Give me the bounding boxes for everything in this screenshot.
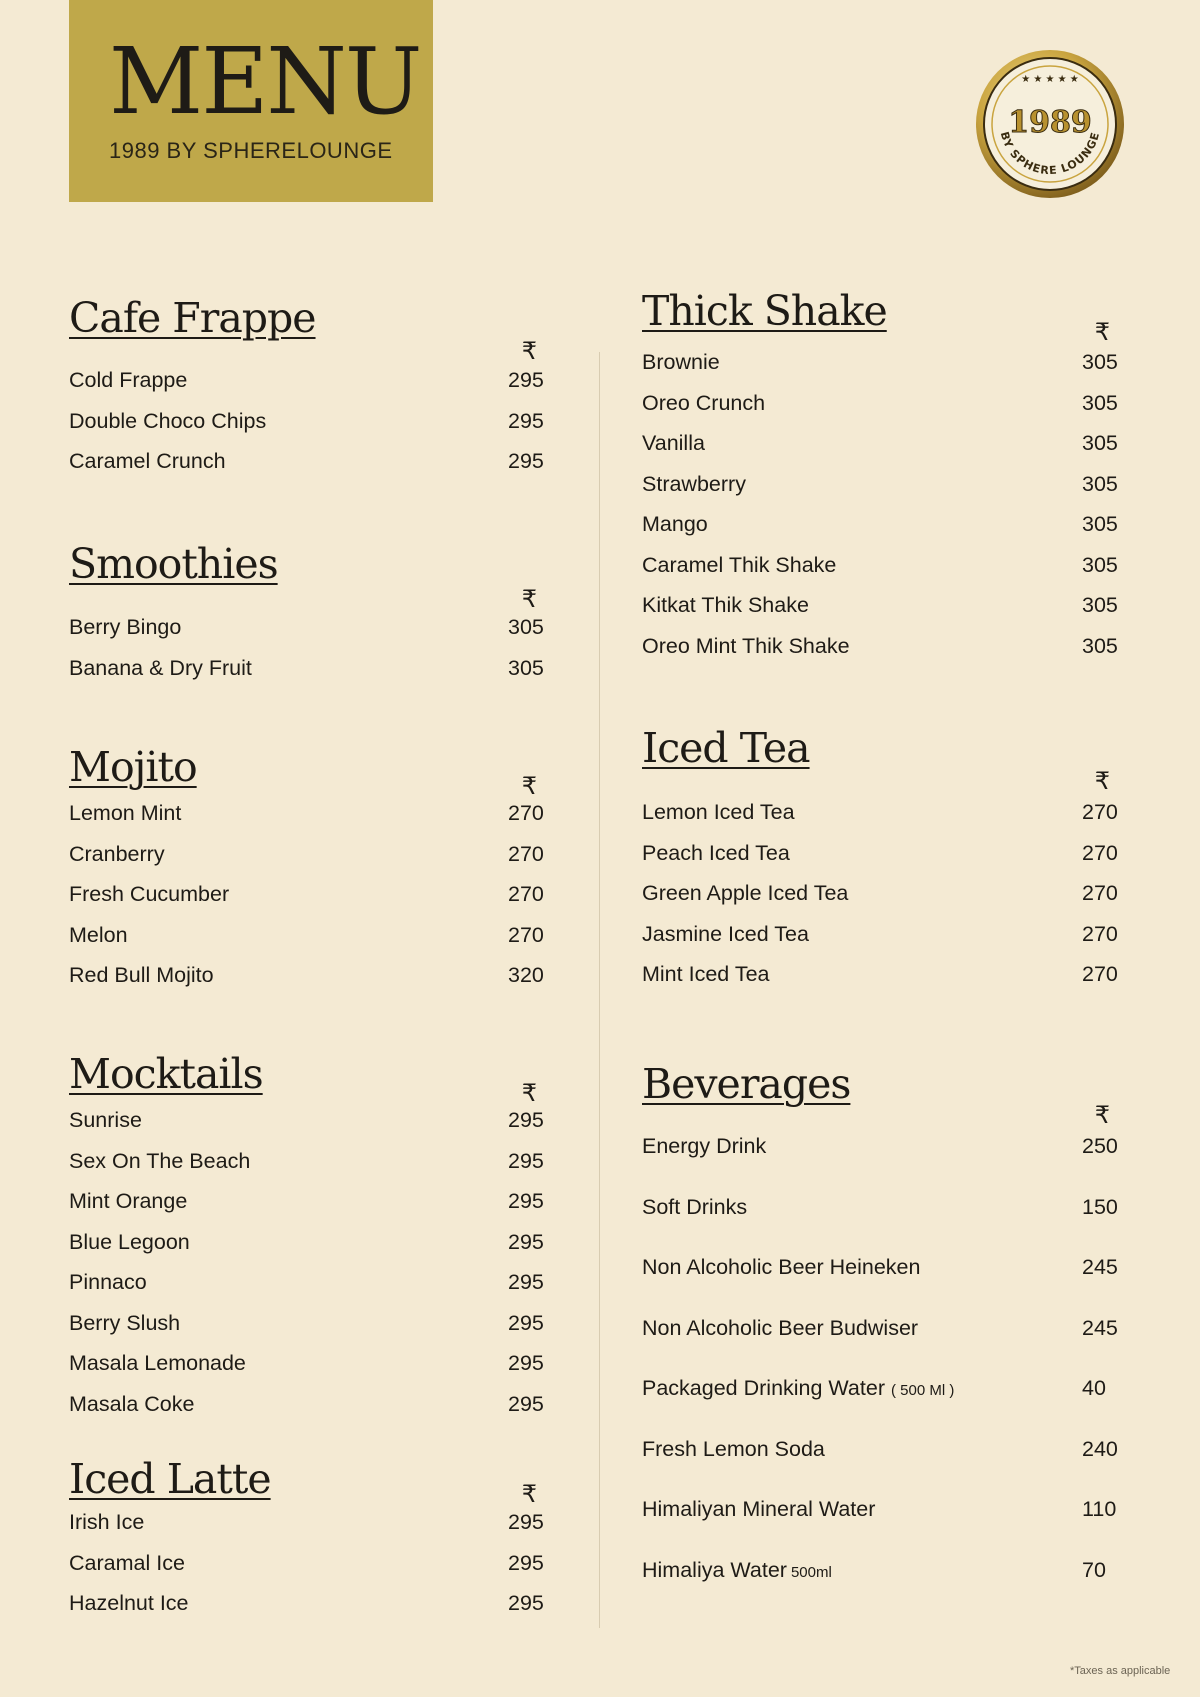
menu-item bbox=[69, 1110, 549, 1151]
item-name: Masala Lemonade bbox=[69, 1351, 246, 1375]
item-price: 305 bbox=[1082, 350, 1118, 374]
item-name: Mango bbox=[642, 512, 708, 536]
item-name: Vanilla bbox=[642, 431, 705, 455]
item-name: Double Choco Chips bbox=[69, 408, 267, 433]
item-price: 320 bbox=[508, 963, 544, 987]
item-name: Hazelnut Ice bbox=[69, 1591, 189, 1615]
menu-item bbox=[69, 1353, 549, 1394]
item-price: 305 bbox=[508, 655, 544, 680]
item-price: 240 bbox=[1082, 1436, 1118, 1461]
item-name: Jasmine Iced Tea bbox=[642, 921, 809, 946]
menu-item bbox=[642, 390, 1122, 434]
item-name: Red Bull Mojito bbox=[69, 963, 214, 987]
item-price: 270 bbox=[508, 882, 544, 906]
item-price: 270 bbox=[508, 922, 544, 947]
section-title: Smoothies bbox=[69, 540, 278, 588]
menu-item bbox=[69, 1310, 549, 1354]
menu-item bbox=[69, 884, 549, 925]
item-list bbox=[69, 1110, 549, 1434]
menu-item bbox=[642, 964, 1122, 1005]
item-price: 295 bbox=[508, 1391, 544, 1416]
item-name: Non Alcoholic Beer Heineken bbox=[642, 1255, 921, 1279]
section-title: Iced Tea bbox=[642, 724, 810, 772]
item-price: 295 bbox=[508, 1351, 544, 1375]
menu-item bbox=[69, 1191, 549, 1232]
item-name: Mint Iced Tea bbox=[642, 962, 770, 986]
menu-item bbox=[642, 1557, 1122, 1621]
item-name: Non Alcoholic Beer Budwiser bbox=[642, 1315, 919, 1340]
menu-item bbox=[69, 1272, 549, 1313]
item-price: 295 bbox=[508, 1550, 544, 1575]
item-price: 305 bbox=[1082, 431, 1118, 455]
menu-item bbox=[642, 1436, 1122, 1500]
menu-item bbox=[642, 514, 1122, 555]
menu-item bbox=[69, 655, 549, 699]
item-price: 295 bbox=[508, 1189, 544, 1213]
menu-item bbox=[642, 1378, 1122, 1439]
menu-item bbox=[642, 802, 1122, 843]
item-price: 305 bbox=[1082, 633, 1118, 658]
currency-symbol: ₹ bbox=[521, 773, 537, 800]
tax-note: *Taxes as applicable bbox=[1070, 1665, 1171, 1677]
section-title: Mocktails bbox=[69, 1050, 263, 1098]
item-name: Cold Frappe bbox=[69, 368, 188, 392]
currency-symbol: ₹ bbox=[1094, 319, 1110, 346]
section-iced-tea bbox=[642, 724, 1122, 986]
item-price: 250 bbox=[1082, 1134, 1118, 1158]
menu-item bbox=[642, 552, 1122, 596]
logo-ring-text: BY SPHERE LOUNGE bbox=[997, 130, 1103, 178]
currency-symbol: ₹ bbox=[521, 338, 537, 365]
section-title: Cafe Frappe bbox=[69, 294, 316, 342]
menu-item bbox=[642, 433, 1122, 474]
item-name: Irish Ice bbox=[69, 1510, 145, 1534]
item-list bbox=[69, 370, 549, 492]
item-price: 295 bbox=[508, 1270, 544, 1294]
currency-symbol: ₹ bbox=[1094, 1102, 1110, 1129]
item-price: 295 bbox=[508, 1510, 544, 1534]
item-price: 305 bbox=[1082, 552, 1118, 577]
item-name: Lemon Iced Tea bbox=[642, 800, 795, 824]
header-block bbox=[69, 0, 433, 202]
item-price: 245 bbox=[1082, 1315, 1118, 1340]
item-list bbox=[69, 617, 549, 698]
section-mocktails bbox=[69, 1050, 549, 1416]
item-note: 500ml bbox=[790, 1563, 832, 1581]
item-price: 150 bbox=[1082, 1194, 1118, 1219]
item-name: Fresh Lemon Soda bbox=[642, 1436, 825, 1461]
item-list bbox=[642, 802, 1122, 1005]
item-name: Green Apple Iced Tea bbox=[642, 881, 849, 905]
menu-item bbox=[642, 840, 1122, 884]
item-name: Sex On The Beach bbox=[69, 1148, 251, 1173]
currency-symbol: ₹ bbox=[1094, 768, 1110, 795]
item-name: Packaged Drinking Water bbox=[642, 1376, 885, 1400]
item-price: 270 bbox=[1082, 921, 1118, 946]
item-price: 270 bbox=[1082, 840, 1118, 865]
menu-item bbox=[69, 803, 549, 844]
item-name: Caramel Thik Shake bbox=[642, 552, 837, 577]
item-price: 70 bbox=[1082, 1557, 1106, 1582]
item-list bbox=[69, 1512, 549, 1634]
section-thick-shake bbox=[642, 287, 1122, 658]
menu-item bbox=[69, 408, 549, 452]
logo-year: 1989 bbox=[1008, 105, 1092, 140]
item-list bbox=[642, 352, 1122, 676]
item-price: 295 bbox=[508, 1591, 544, 1615]
menu-item bbox=[69, 1550, 549, 1594]
item-price: 270 bbox=[1082, 800, 1118, 824]
item-name: Sunrise bbox=[69, 1108, 142, 1132]
menu-item bbox=[69, 1391, 549, 1435]
section-mojito bbox=[69, 743, 549, 987]
currency-symbol: ₹ bbox=[521, 1080, 537, 1107]
item-price: 40 bbox=[1082, 1376, 1106, 1400]
menu-item bbox=[69, 1593, 549, 1634]
item-name: Strawberry bbox=[642, 471, 746, 496]
item-name: Blue Legoon bbox=[69, 1229, 190, 1254]
menu-item bbox=[642, 352, 1122, 393]
item-price: 305 bbox=[1082, 512, 1118, 536]
currency-symbol: ₹ bbox=[521, 1481, 537, 1508]
item-price: 295 bbox=[508, 368, 544, 392]
section-cafe-frappe bbox=[69, 294, 549, 473]
item-price: 295 bbox=[508, 1310, 544, 1335]
item-name: Mint Orange bbox=[69, 1189, 188, 1213]
menu-item bbox=[642, 1194, 1122, 1258]
item-name: Oreo Crunch bbox=[642, 390, 766, 415]
section-smoothies bbox=[69, 540, 549, 680]
currency-symbol: ₹ bbox=[521, 586, 537, 613]
item-price: 270 bbox=[508, 801, 544, 825]
item-price: 270 bbox=[508, 841, 544, 866]
item-name: Berry Slush bbox=[69, 1310, 181, 1335]
item-price: 295 bbox=[508, 449, 544, 473]
item-price: 295 bbox=[508, 1148, 544, 1173]
item-price: 110 bbox=[1082, 1497, 1117, 1521]
svg-text:★ ★ ★ ★ ★: ★ ★ ★ ★ ★ bbox=[1021, 74, 1079, 85]
item-name: Himaliya Water bbox=[642, 1557, 787, 1582]
section-title: Iced Latte bbox=[69, 1455, 271, 1503]
item-price: 305 bbox=[1082, 593, 1118, 617]
section-beverages bbox=[642, 1060, 1122, 1582]
item-name: Energy Drink bbox=[642, 1134, 767, 1158]
item-list bbox=[69, 803, 549, 1006]
menu-item bbox=[69, 370, 549, 411]
item-name: Banana & Dry Fruit bbox=[69, 655, 252, 680]
item-price: 270 bbox=[1082, 881, 1118, 905]
item-price: 305 bbox=[508, 615, 544, 639]
item-name: Peach Iced Tea bbox=[642, 840, 790, 865]
menu-item bbox=[642, 1499, 1122, 1560]
brand-logo bbox=[974, 48, 1126, 200]
item-list bbox=[642, 1136, 1122, 1620]
item-price: 295 bbox=[508, 408, 544, 433]
menu-item bbox=[69, 451, 549, 492]
menu-subtitle: 1989 BY SPHERELOUNGE bbox=[109, 138, 393, 163]
item-name: Kitkat Thik Shake bbox=[642, 593, 809, 617]
item-name: Berry Bingo bbox=[69, 615, 182, 639]
menu-item bbox=[69, 922, 549, 966]
menu-item bbox=[642, 921, 1122, 965]
menu-title: MENU bbox=[109, 28, 421, 135]
menu-item bbox=[642, 1315, 1122, 1379]
menu-item bbox=[642, 633, 1122, 677]
item-price: 295 bbox=[508, 1229, 544, 1254]
section-title: Beverages bbox=[642, 1060, 851, 1108]
item-name: Fresh Cucumber bbox=[69, 882, 230, 906]
item-name: Soft Drinks bbox=[642, 1194, 748, 1219]
menu-item bbox=[642, 1257, 1122, 1318]
menu-item bbox=[69, 841, 549, 885]
menu-item bbox=[69, 1229, 549, 1273]
menu-item bbox=[642, 471, 1122, 515]
item-name: Caramal Ice bbox=[69, 1550, 185, 1575]
item-price: 305 bbox=[1082, 390, 1118, 415]
item-name: Oreo Mint Thik Shake bbox=[642, 633, 850, 658]
menu-item bbox=[69, 965, 549, 1006]
section-iced-latte bbox=[69, 1455, 549, 1615]
item-name: Caramel Crunch bbox=[69, 449, 226, 473]
section-title: Mojito bbox=[69, 743, 197, 791]
item-price: 270 bbox=[1082, 962, 1118, 986]
item-name: Cranberry bbox=[69, 841, 165, 866]
column-divider bbox=[599, 352, 600, 1628]
menu-item bbox=[642, 1136, 1122, 1197]
section-title: Thick Shake bbox=[642, 287, 887, 335]
item-price: 305 bbox=[1082, 471, 1118, 496]
item-name: Brownie bbox=[642, 350, 720, 374]
item-name: Masala Coke bbox=[69, 1391, 195, 1416]
menu-item bbox=[642, 595, 1122, 636]
item-price: 245 bbox=[1082, 1255, 1118, 1279]
item-name: Melon bbox=[69, 922, 128, 947]
menu-item bbox=[642, 883, 1122, 924]
item-name: Lemon Mint bbox=[69, 801, 182, 825]
menu-item bbox=[69, 1148, 549, 1192]
menu-item bbox=[69, 617, 549, 658]
item-name: Himaliyan Mineral Water bbox=[642, 1497, 876, 1521]
item-price: 295 bbox=[508, 1108, 544, 1132]
menu-item bbox=[69, 1512, 549, 1553]
item-note: ( 500 Ml ) bbox=[890, 1382, 955, 1399]
item-name: Pinnaco bbox=[69, 1270, 147, 1294]
